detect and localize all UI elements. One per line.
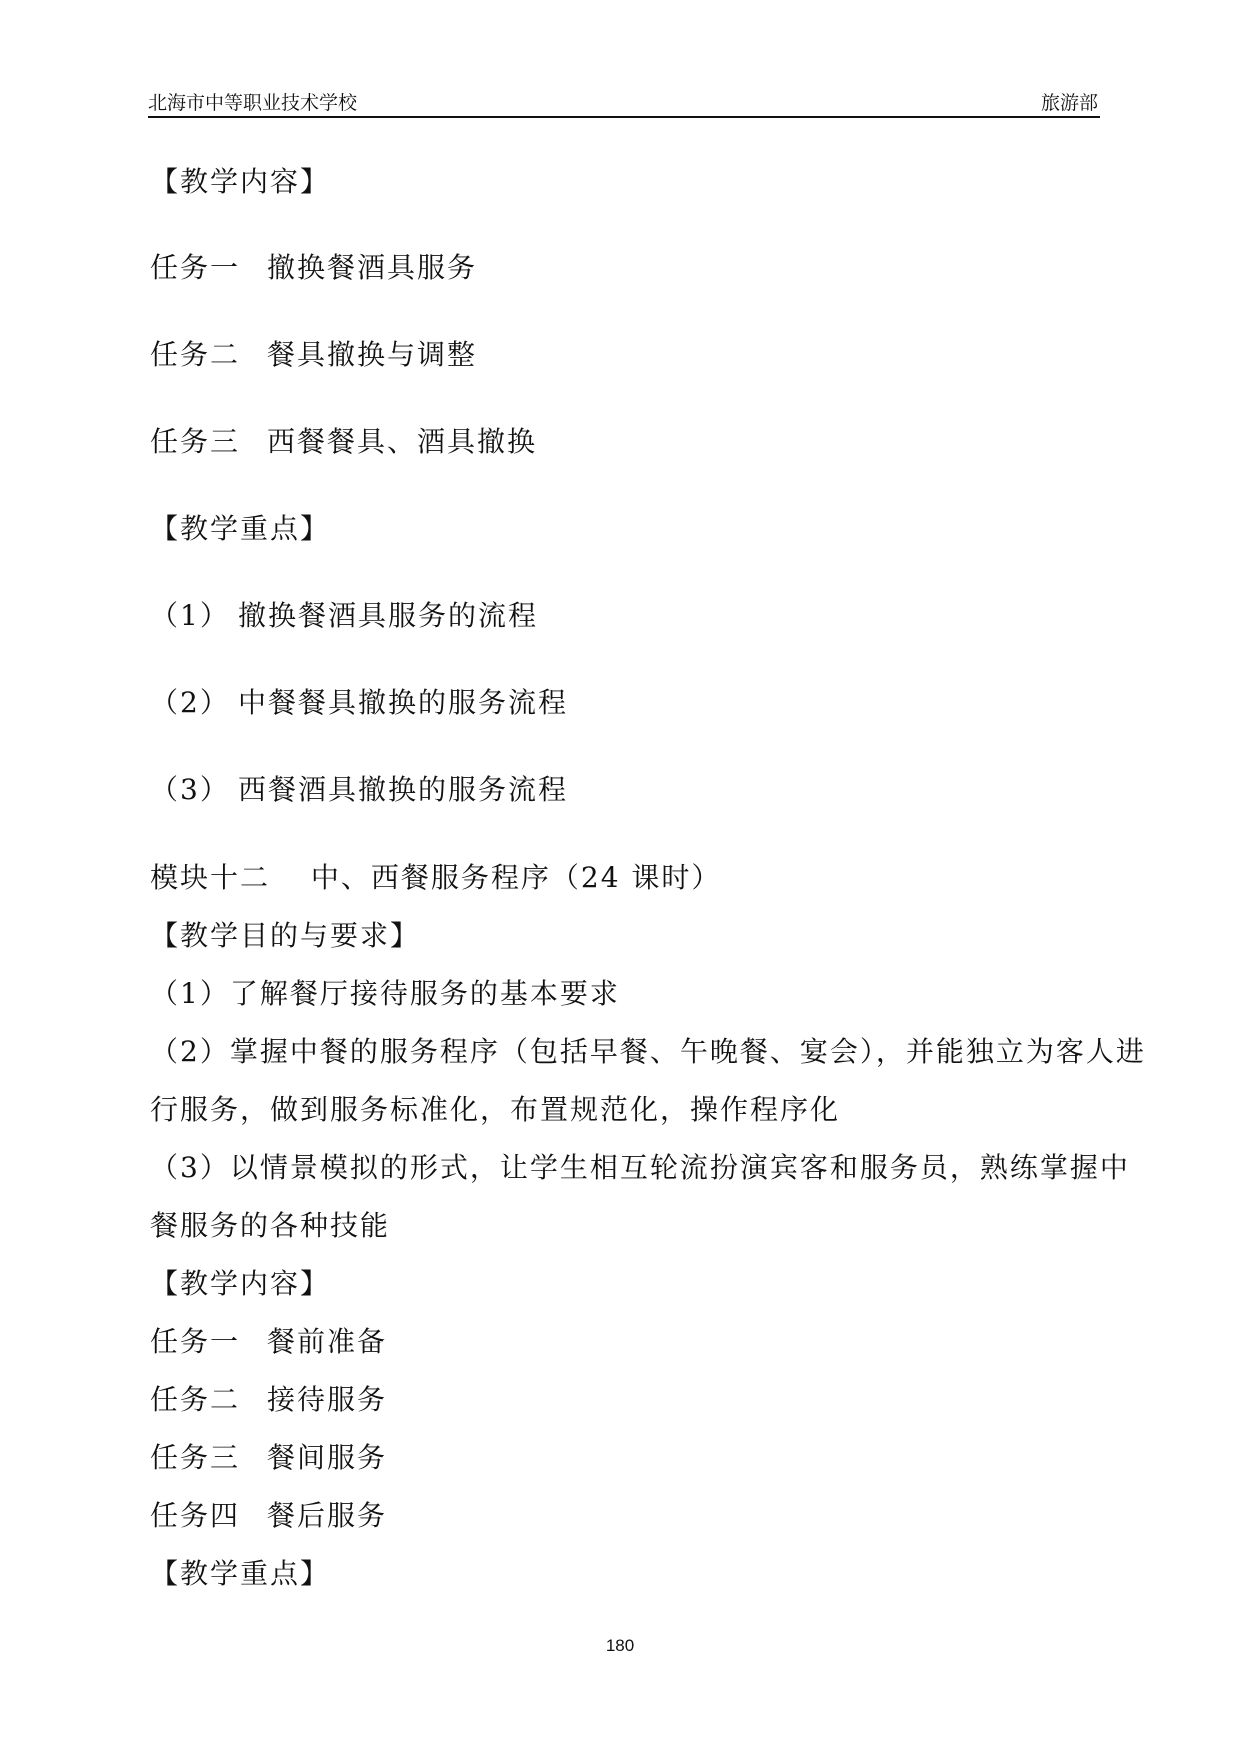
task-text: 接待服务 [267, 1383, 388, 1416]
page-header [148, 86, 1100, 118]
key-point-text: 西餐酒具撤换的服务流程 [238, 773, 569, 806]
key-points-heading: 【教学重点】 [150, 512, 331, 545]
task-text: 餐间服务 [267, 1441, 388, 1474]
key-point-text: 撤换餐酒具服务的流程 [238, 599, 539, 632]
content-heading: 【教学内容】 [150, 165, 331, 198]
objective-line: 餐服务的各种技能 [150, 1209, 391, 1242]
task-line [150, 1380, 387, 1420]
task-line [150, 335, 477, 375]
task-text: 西餐餐具、酒具撤换 [267, 425, 538, 458]
key-point-item [150, 596, 538, 636]
key-point-number: （3） [150, 773, 230, 806]
objective-line: （1）了解餐厅接待服务的基本要求 [150, 977, 620, 1010]
module-title: 模块十二 中、西餐服务程序（24 课时） [150, 861, 722, 894]
key-point-text: 中餐餐具撤换的服务流程 [238, 686, 569, 719]
task-label: 任务三 [150, 1441, 241, 1474]
task-label: 任务一 [150, 1325, 241, 1358]
task-text: 撤换餐酒具服务 [267, 251, 478, 284]
key-point-item [150, 770, 568, 810]
school-name: 北海市中等职业技术学校 [148, 92, 358, 114]
task-line [150, 1438, 387, 1478]
task-line [150, 248, 477, 288]
task-label: 任务四 [150, 1499, 241, 1532]
key-point-number: （2） [150, 686, 230, 719]
key-points-heading: 【教学重点】 [150, 1557, 331, 1590]
task-line [150, 1322, 387, 1362]
task-line [150, 422, 537, 462]
objective-line: （3）以情景模拟的形式，让学生相互轮流扮演宾客和服务员，熟练掌握中 [150, 1151, 1130, 1184]
key-point-item [150, 683, 568, 723]
task-text: 餐具撤换与调整 [267, 338, 478, 371]
task-line [150, 1496, 387, 1536]
task-text: 餐前准备 [267, 1325, 388, 1358]
key-point-number: （1） [150, 599, 230, 632]
department-name: 旅游部 [1040, 92, 1098, 114]
objective-line: 行服务，做到服务标准化，布置规范化，操作程序化 [150, 1093, 841, 1126]
task-label: 任务一 [150, 251, 241, 284]
objective-line: （2）掌握中餐的服务程序（包括早餐、午晚餐、宴会），并能独立为客人进 [150, 1035, 1146, 1068]
content-heading: 【教学内容】 [150, 1267, 331, 1300]
task-label: 任务二 [150, 1383, 241, 1416]
task-text: 餐后服务 [267, 1499, 388, 1532]
page-number: 180 [605, 1636, 635, 1655]
task-label: 任务三 [150, 425, 241, 458]
objectives-heading: 【教学目的与要求】 [150, 919, 421, 952]
task-label: 任务二 [150, 338, 241, 371]
